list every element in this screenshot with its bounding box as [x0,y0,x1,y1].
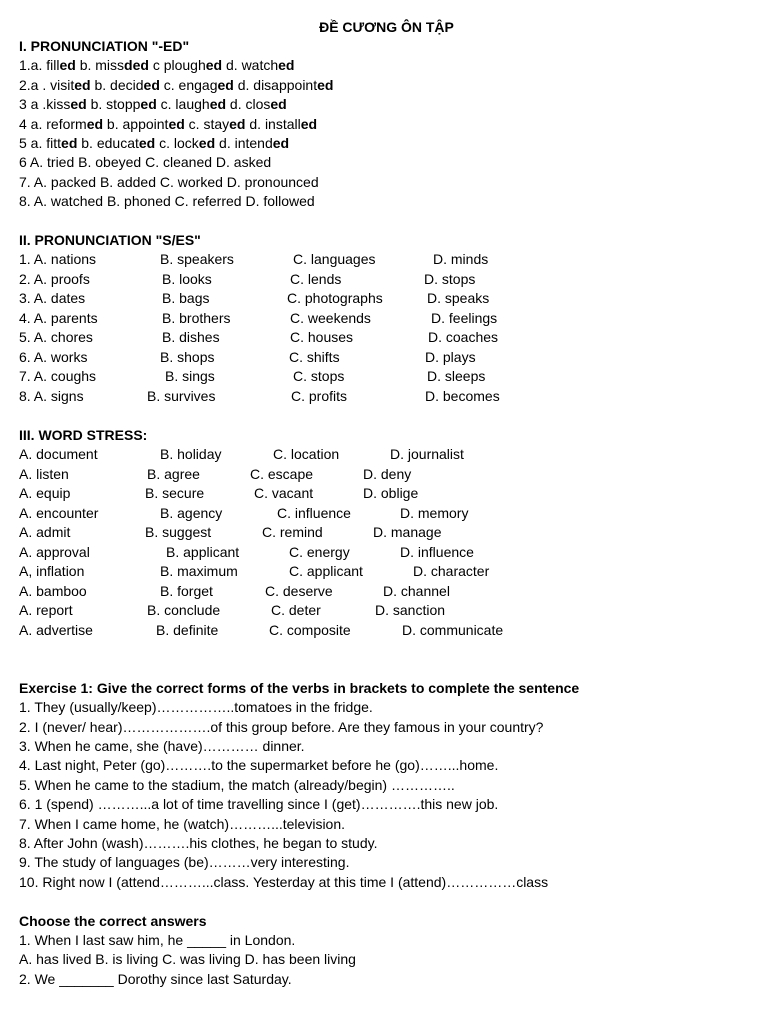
word-text: c. stay [184,115,230,132]
stress-question-row-3 [19,484,754,504]
ed-ending: ed [198,134,216,151]
ed-question-2 [19,76,754,95]
option-c: C. energy [289,543,350,560]
option-a: A, inflation [19,563,85,580]
option-b: B. shops [160,348,215,365]
option-d: D. becomes [425,387,500,404]
word-text: b. stopp [86,96,141,113]
ed-ending: ed [278,57,295,74]
word-text: 1.a. fill [19,57,60,74]
stress-question-row-2 [19,465,754,485]
stress-question-row-6 [19,543,754,563]
option-c: C. deserve [265,582,333,599]
word-text: 6 A. tried B. obeyed C. cleaned D. asked [19,154,272,171]
option-a: A. bamboo [19,582,87,599]
option-b: B. sings [165,368,215,385]
ses-question-row-8 [19,387,754,407]
option-a: A. equip [19,485,71,502]
option-d: D. sanction [375,602,446,619]
ed-ending: ed [272,134,290,151]
ed-ending: ed [217,76,234,93]
option-d: D. deny [363,465,412,482]
exercise-1-item-1: 1. They (usually/keep)……………..tomatoes in the fridge. [19,699,373,716]
word-text: 4 a. reform [19,115,87,132]
option-d: D. sleeps [427,368,486,385]
word-text: d. disappoint [233,76,318,93]
option-d: D. memory [400,504,469,521]
option-d: D. speaks [427,290,490,307]
choose-item-3: 2. We _______ Dorothy since last Saturday. [19,970,292,987]
option-c: C. location [273,446,340,463]
option-d: D. influence [400,543,474,560]
option-a: 2. A. proofs [19,270,90,287]
word-text: d. clos [226,96,271,113]
ses-question-row-5 [19,328,754,348]
stress-question-row-7 [19,562,754,582]
document-title: ĐỀ CƯƠNG ÔN TẬP [319,19,454,35]
ed-question-1 [19,56,754,75]
option-c: C. vacant [254,485,314,502]
stress-question-row-1 [19,445,754,465]
word-text: b. educat [77,134,139,151]
ed-ending: ed [270,96,287,113]
ses-question-row-1 [19,250,754,270]
option-c: C. shifts [289,348,340,365]
ed-ending: ed [61,134,78,151]
option-c: C. photographs [287,290,383,307]
ed-ending: ed [86,115,104,132]
ed-ending: ed [205,57,223,74]
ed-ending: ed [140,96,157,113]
option-c: C. deter [271,602,321,619]
option-d: D. plays [425,348,476,365]
stress-question-row-4 [19,504,754,524]
document-page [19,18,754,989]
option-c: C. houses [290,329,354,346]
exercise-1-list [19,698,754,892]
option-b: B. suggest [145,524,212,541]
section-1-list [19,56,754,211]
option-a: A. document [19,446,98,463]
exercise-1-item-10: 10. Right now I (attend………...class. Yesterday at this time I (attend)……………class [19,873,549,890]
option-a: 6. A. works [19,348,88,365]
exercise-1-item-8: 8. After John (wash)……….his clothes, he began to study. [19,835,378,851]
word-text: 2.a . visit [19,76,75,93]
stress-question-row-8 [19,582,754,602]
spacer [19,892,754,911]
section-1-heading: I. PRONUNCIATION "-ED" [19,38,190,54]
option-d: D. journalist [390,446,464,463]
word-text: c. lock [155,134,199,151]
option-c: C. lends [290,270,342,287]
option-a: 3. A. dates [19,290,86,307]
option-b: B. looks [162,270,212,287]
option-a: A. encounter [19,504,99,521]
option-a: 8. A. signs [19,387,84,404]
ses-question-row-7 [19,367,754,387]
ed-question-6 [19,153,754,172]
ed-question-7 [19,173,754,192]
exercise-1-item-4: 4. Last night, Peter (go)……….to the supermarket before he (go)……...home. [19,757,499,774]
option-a: 1. A. nations [19,251,97,268]
word-text: b. miss [75,57,125,74]
section-2-table [19,250,754,406]
option-c: C. languages [293,251,376,268]
ed-ending: ed [168,115,185,132]
word-text: b. decid [90,76,144,93]
option-a: A. approval [19,543,90,560]
spacer [19,406,754,425]
option-b: B. agree [147,465,200,482]
option-c: C. stops [293,368,345,385]
ed-question-8 [19,192,754,211]
option-c: C. composite [269,621,351,638]
ses-question-row-4 [19,309,754,329]
option-b: B. dishes [162,329,220,346]
option-b: B. speakers [160,251,234,268]
choose-heading: Choose the correct answers [19,912,207,929]
word-text: 5 a. fitt [19,134,62,151]
option-b: B. maximum [160,563,238,580]
ses-question-row-2 [19,270,754,290]
option-c: C. applicant [289,563,363,580]
section-2-heading: II. PRONUNCIATION "S/ES" [19,231,201,248]
ed-question-3 [19,95,754,114]
option-b: B. holiday [160,446,222,463]
exercise-1-item-7: 7. When I came home, he (watch)………...television. [19,815,346,832]
exercise-1-item-5: 5. When he came to the stadium, the match (already/begin) ………….. [19,776,455,793]
option-d: D. minds [433,251,489,268]
option-b: B. conclude [147,602,221,619]
ed-question-5 [19,134,754,153]
ses-question-row-3 [19,289,754,309]
word-text: 7. A. packed B. added C. worked D. pronounced [19,173,319,190]
section-3-heading: III. WORD STRESS: [19,426,148,443]
ses-question-row-6 [19,348,754,368]
ed-ending: ded [124,57,149,74]
option-a: 7. A. coughs [19,368,97,385]
word-text: 8. A. watched B. phoned C. referred D. followed [19,193,315,210]
option-d: D. stops [424,270,476,287]
word-text: d. watch [222,57,279,74]
option-d: D. oblige [363,485,419,502]
ed-ending: ed [317,76,334,93]
option-b: B. brothers [162,309,231,326]
option-c: C. weekends [290,309,371,326]
word-text: d. install [245,115,301,132]
exercise-1-item-2: 2. I (never/ hear)……………….of this group before. Are they famous in your country? [19,718,544,735]
ed-ending: ed [209,96,227,113]
option-a: A. report [19,602,73,619]
option-b: B. agency [160,504,223,521]
ed-ending: ed [59,57,76,74]
choose-item-2: A. has lived B. is living C. was living D. has been living [19,951,356,968]
option-b: B. applicant [166,543,240,560]
choose-item-1: 1. When I last saw him, he _____ in London. [19,931,296,948]
ed-ending: ed [143,76,160,93]
exercise-1-heading: Exercise 1: Give the correct forms of the verbs in brackets to complete the sentence [19,679,580,696]
option-d: D. feelings [431,309,498,326]
option-b: B. forget [160,582,213,599]
option-d: D. coaches [428,329,499,346]
option-d: D. character [413,563,490,580]
option-a: A. admit [19,524,71,541]
option-d: D. communicate [402,621,504,638]
word-text: c. engag [159,76,218,93]
option-b: B. definite [156,621,219,638]
choose-list [19,931,754,989]
option-d: D. manage [373,524,442,541]
option-a: 4. A. parents [19,309,98,326]
stress-question-row-9 [19,601,754,621]
exercise-1-item-6: 6. 1 (spend) ………...a lot of time travelling since I (get)………….this new job. [19,796,499,813]
word-text: c plough [148,57,206,74]
option-a: 5. A. chores [19,329,93,346]
word-text: c. laugh [156,96,210,113]
section-3-table [19,445,754,640]
ed-question-4 [19,115,754,134]
ed-ending: ed [70,96,87,113]
option-b: B. secure [145,485,205,502]
word-text: b. appoint [103,115,169,132]
exercise-1-item-3: 3. When he came, she (have)………… dinner. [19,738,305,755]
spacer [19,640,754,679]
stress-question-row-10 [19,621,754,641]
option-c: C. escape [250,465,314,482]
option-a: A. advertise [19,621,93,638]
exercise-1-item-9: 9. The study of languages (be)………very interesting. [19,854,350,871]
option-d: D. channel [383,582,450,599]
ed-ending: ed [74,76,91,93]
word-text: 3 a .kiss [19,96,71,113]
spacer [19,212,754,231]
word-text: d. intend [215,134,273,151]
option-a: A. listen [19,465,69,482]
option-c: C. influence [277,504,351,521]
option-c: C. profits [291,387,348,404]
option-b: B. survives [147,387,216,404]
ed-ending: ed [138,134,156,151]
ed-ending: ed [300,115,318,132]
option-c: C. remind [262,524,323,541]
stress-question-row-5 [19,523,754,543]
ed-ending: ed [229,115,246,132]
option-b: B. bags [162,290,210,307]
